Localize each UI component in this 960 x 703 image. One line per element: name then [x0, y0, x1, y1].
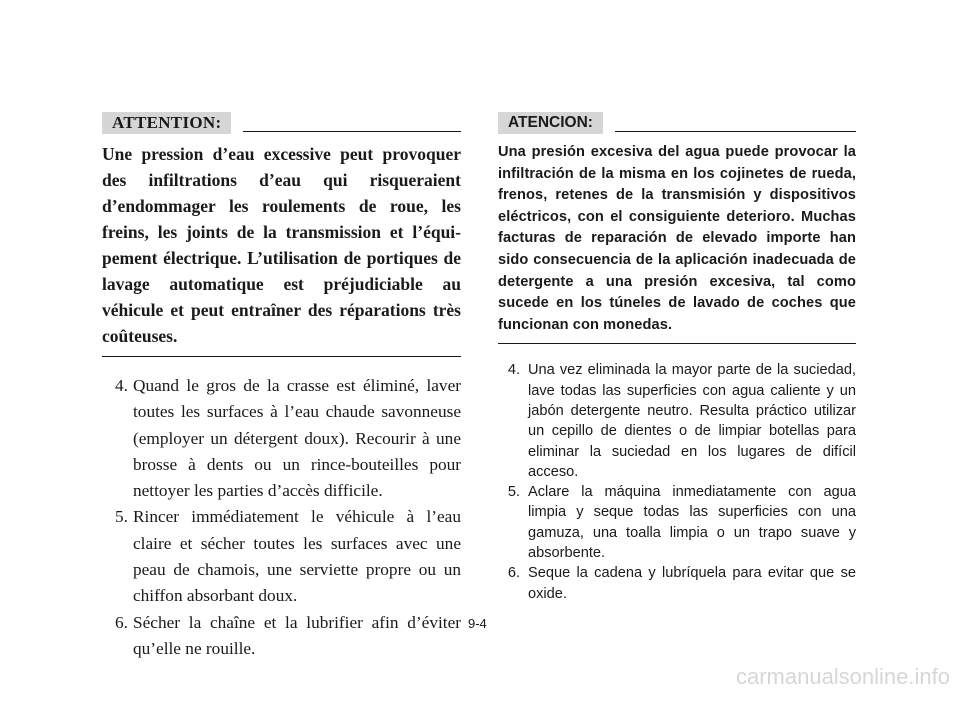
french-step-4	[102, 373, 461, 504]
step-text: Rincer immédiatement le véhicule à l’eau claire et sécher toutes les surfaces avec une peau de chamois, une serviette propre ou un chiffon absorbant doux.	[133, 507, 461, 606]
french-warning-text: Une pression d’eau excessive peut provoquer des infiltrations d’eau qui risqueraient d’endommager les roulements de roue, les freins, les joints de la transmission et l’équipement électrique. L’utilisation de portiques de lavage automatique est préjudiciable au véhicule et peut entraîner des réparations très coûteuses.	[102, 141, 461, 357]
page-number: 9-4	[468, 616, 487, 631]
step-text: Aclare la máquina inmediatamente con agua limpia y seque todas las superficies con una gamuza, una toalla limpia o un trapo suave y absorbente.	[528, 484, 856, 562]
spanish-step-5	[498, 482, 856, 563]
spanish-warning-header	[498, 112, 856, 134]
spanish-warning-text: Una presión excesiva del agua puede provocar la infiltración de la misma en los cojinetes de rueda, frenos, retenes de la transmisión y dispositivos eléctricos, con el consiguiente deterioro. Muchas facturas de reparación de elevado importe han sido consecuencia de la aplicación inadecuada de detergente a una presión excesiva, tal como sucede en los túneles de lavado de coches que funcionan con monedas.	[498, 142, 856, 344]
step-number: 5.	[507, 484, 520, 501]
step-number: 5.	[115, 507, 128, 527]
step-text: Seque la cadena y lubríquela para evitar que se oxide.	[528, 565, 856, 602]
step-number: 6.	[115, 612, 128, 632]
step-text: Quand le gros de la crasse est éliminé, laver toutes les surfaces à l’eau chaude savonneuse (employer un détergent doux). Recourir à une brosse à dents ou un rince-bouteilles pour nettoyer les parties d’accès difficile.	[133, 376, 461, 501]
spanish-column	[498, 112, 856, 604]
step-text: Una vez eliminada la mayor parte de la suciedad, lave todas las superficies con agua caliente y un jabón detergente neutro. Resulta práctico utilizar un cepillo de dientes o de limpiar botellas para eliminar la suciedad en los lugares de difícil acceso.	[528, 362, 856, 480]
french-step-6	[102, 610, 461, 663]
french-steps-list	[102, 373, 461, 662]
step-number: 4.	[115, 376, 128, 395]
french-warning-rule	[243, 131, 461, 132]
spanish-warning-label: ATENCION:	[498, 112, 603, 134]
french-column	[102, 112, 461, 662]
spanish-step-4	[498, 360, 856, 482]
french-warning-label: ATTENTION:	[102, 112, 231, 134]
step-number: 4.	[507, 362, 520, 379]
spanish-step-6	[498, 563, 856, 604]
svg-text:carmanualsonline.info: carmanualsonline.info	[735, 664, 950, 689]
step-number: 6.	[507, 565, 520, 582]
step-text: Sécher la chaîne et la lubrifier afin d’éviter qu’elle ne rouille.	[133, 612, 461, 658]
spanish-steps-list	[498, 360, 856, 604]
watermark-logo	[700, 662, 950, 697]
french-warning-header	[102, 112, 461, 134]
spanish-warning-rule	[615, 131, 856, 132]
french-step-5	[102, 504, 461, 609]
